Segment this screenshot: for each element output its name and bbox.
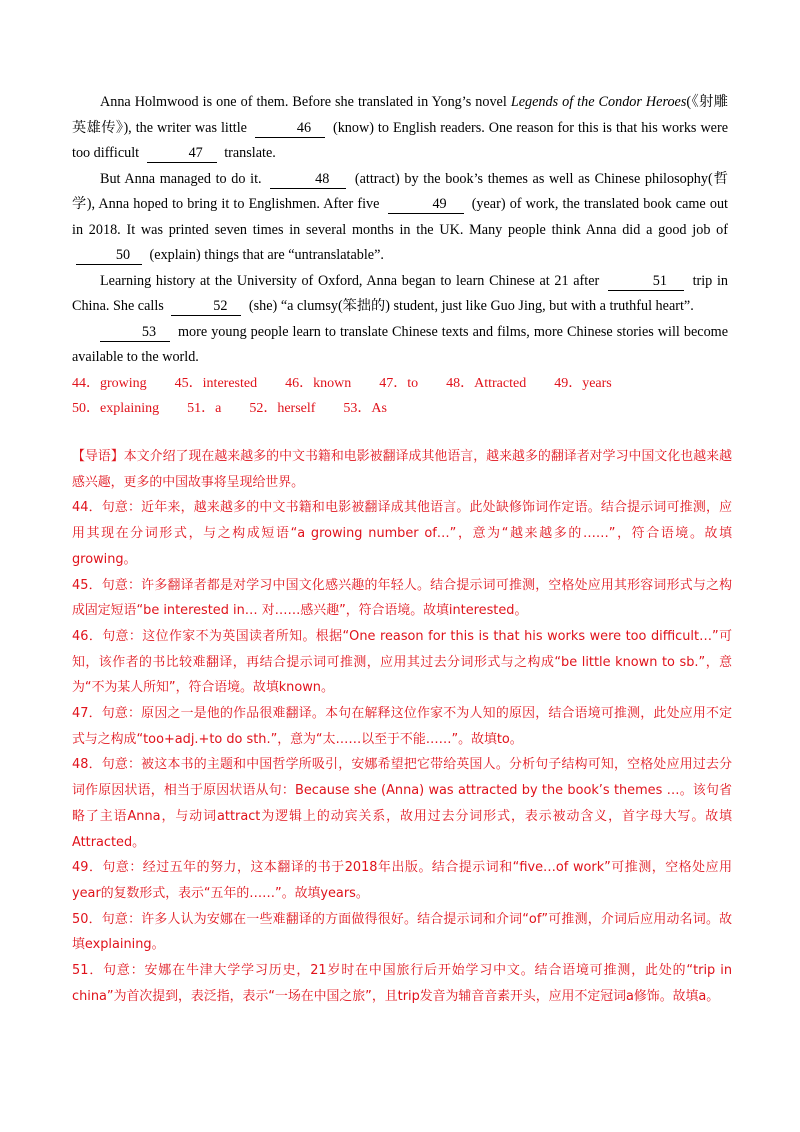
analysis-48: 48．句意：被这本书的主题和中国哲学所吸引，安娜希望把它带给英国人。分析句子结构可知，空格处应用过去分词作原因状语，相当于原因状语从句：Because she (Anna) was attracted by the book’s themes …。该句省略了主语Anna，与动词attract为逻辑上的动宾关系，故用过去分词形式，表示被动含义，首字母大写。故填Attracted。 [72,757,732,850]
answer-key [72,371,728,422]
passage-paragraph-4 [72,320,728,371]
answer-45: 45．interested [174,375,258,391]
analysis-51: 51．句意：安娜在牛津大学学习历史，21岁时在中国旅行后开始学习中文。结合语境可推测，此处的“trip in china”为首次提到，表泛指，表示“一场在中国之旅”，且trip发音为辅音音素开头，应用不定冠词a修饰。故填a。 [72,963,732,1004]
text: (《射雕英雄传》), the writer was little [72,94,728,136]
passage-paragraph-2 [72,167,728,269]
blank-46[interactable]: 46 [255,120,325,138]
blank-49[interactable]: 49 [388,196,464,214]
answer-53: 53．As [343,401,387,416]
answer-49: 49．years [554,375,612,391]
blank-50[interactable]: 50 [76,247,142,265]
text: (attract) by the book’s themes as well as Chinese philosophy(哲学), Anna hoped to bring it to Englishmen. After five [72,170,728,212]
passage-paragraph-1 [72,90,728,167]
analysis-45: 45．句意：许多翻译者都是对学习中国文化感兴趣的年轻人。结合提示词可推测，空格处应用其形容词形式与之构成固定短语“be interested in… 对……感兴趣”，符合语境。故填interested。 [72,577,732,619]
text: (she) “a clumsy(笨拙的) student, just like Guo Jing, but with a truthful heart”. [245,298,694,314]
analysis-intro: 【导语】本文介绍了现在越来越多的中文书籍和电影被翻译成其他语言，越来越多的翻译者对学习中国文化也越来越感兴趣，更多的中国故事将呈现给世界。 [72,449,732,490]
analysis-47: 47．句意：原因之一是他的作品很难翻译。本句在解释这位作家不为人知的原因，结合语境可推测，此处应用不定式与之构成“too+adj.+to do sth.”，意为“太……以至于不能……”。故填to。 [72,706,732,747]
text: Anna Holmwood is one of them. Before she translated in Yong’s novel [100,94,511,110]
text: (year) of work, the translated book came out in 2018. It was printed seven times in several months in the UK. Many people think Anna did a good job of [72,196,728,238]
analysis-50: 50．句意：许多人认为安娜在一些难翻译的方面做得很好。结合提示词和介词“of”可推测，介词后应用动名词。故填explaining。 [72,911,732,953]
answer-52: 52．herself [249,401,316,416]
answer-46: 46．known [285,375,352,391]
blank-51[interactable]: 51 [608,273,684,291]
passage [72,90,728,422]
analysis-46: 46．句意：这位作家不为英国读者所知。根据“One reason for this is that his works were too difficult…”可知，该作者的书比较难翻译，再结合提示词可推测，应用其过去分词形式与之构成“be little known to sb.”，意为“不为某人所知”，符合语境。故填known。 [72,628,732,696]
answer-analysis [72,444,732,1009]
text: (know) to English readers. One reason for this is that his works were too difficult [72,119,729,161]
text: But Anna managed to do it. [100,170,267,187]
text: trip in China. She calls [72,272,728,314]
passage-paragraph-3 [72,269,728,320]
text: more young people learn to translate Chinese texts and films, more Chinese stories will become available to the world. [72,323,728,365]
analysis-49: 49．句意：经过五年的努力，这本翻译的书于2018年出版。结合提示词和“five…of work”可推测，空格处应用year的复数形式，表示“五年的……”。故填years。 [72,860,732,901]
answer-48: 48．Attracted [446,375,527,391]
analysis-44: 44．句意：近年来，越来越多的中文书籍和电影被翻译成其他语言。此处缺修饰词作定语。结合提示词可推测，应用其现在分词形式，与之构成短语“a growing number of…”，意为“越来越多的……”，符合语境。故填growing。 [72,500,732,567]
blank-52[interactable]: 52 [171,298,241,316]
blank-48[interactable]: 48 [270,171,346,189]
text: Learning history at the University of Oxford, Anna began to learn Chinese at 21 after [100,272,604,289]
blank-47[interactable]: 47 [147,145,217,163]
novel-title: Legends of the Condor Heroes [510,94,687,110]
answer-51: 51．a [187,401,222,416]
blank-53[interactable]: 53 [100,324,170,342]
answer-50: 50．explaining [72,401,160,416]
text: (explain) things that are “untranslatable”. [146,247,384,263]
answer-47: 47．to [379,375,419,391]
text: translate. [220,145,276,161]
answer-44: 44．growing [72,375,147,391]
